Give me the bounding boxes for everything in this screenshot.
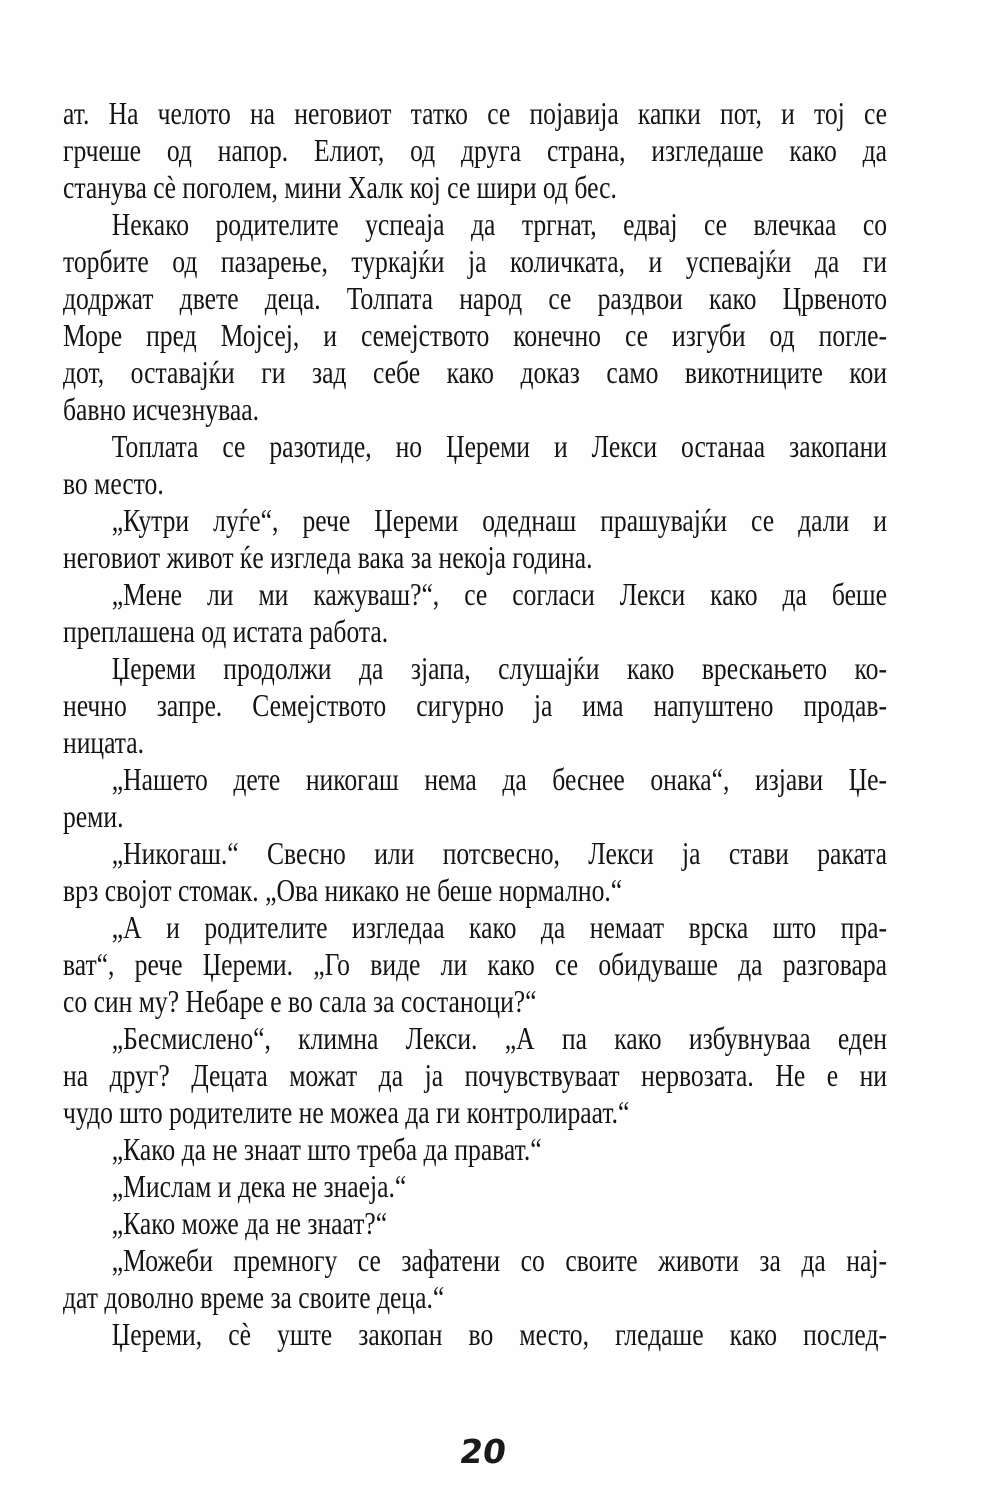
text-line: Море пред Мојсеј, и семејството конечно се изгуби од погле-: [63, 317, 887, 353]
text-line: ват“, рече Џереми. „Го виде ли како се обидуваше да разговара: [63, 946, 887, 982]
paragraph: [63, 206, 887, 428]
paragraph: [63, 428, 887, 502]
text-line: „Никогаш.“ Свесно или потсвесно, Лекси ја стави раката: [111, 835, 887, 871]
text-line: станува сѐ поголем, мини Халк кој се шири од бес.: [63, 169, 617, 205]
paragraph: [63, 909, 887, 1020]
text-line: со син му? Небаре е во сала за состаноци?“: [63, 983, 537, 1019]
text-line: „Нашето дете никогаш нема да беснее онака“, изјави Џе-: [111, 761, 887, 797]
text-line: „Кутри луѓе“, рече Џереми одеднаш прашувајќи се дали и: [111, 502, 887, 538]
text-line: додржат двете деца. Толпата народ се раздвои како Црвеното: [63, 280, 887, 316]
text-line: реми.: [63, 798, 124, 834]
page-number: 20: [457, 1432, 509, 1471]
paragraph: [63, 1242, 887, 1316]
paragraph: [63, 835, 887, 909]
text-line: дат доволно време за своите деца.“: [63, 1279, 445, 1315]
paragraph: [63, 1316, 887, 1353]
paragraph: [63, 95, 887, 206]
text-line: чудо што родителите не можеа да ги контролираат.“: [63, 1094, 630, 1130]
text-line: нечно запре. Семејството сигурно ја има напуштено продав-: [63, 687, 887, 723]
paragraph: [63, 502, 887, 576]
text-line: на друг? Децата можат да ја почувствуваат нервозата. Не е ни: [63, 1057, 887, 1093]
text-line: врз својот стомак. „Ова никако не беше нормално.“: [63, 872, 623, 908]
text-line: „Мислам и дека не знаеја.“: [111, 1168, 407, 1204]
text-line: Некако родителите успеаја да тргнат, едвај се влечкаа со: [111, 206, 887, 242]
text-line: Џереми, сѐ уште закопан во место, гледаше како послед-: [111, 1316, 887, 1352]
text-line: ницата.: [63, 724, 145, 760]
text-line: „Како може да не знаат?“: [111, 1205, 388, 1241]
text-line: во место.: [63, 465, 164, 501]
text-line: „Како да не знаат што треба да прават.“: [111, 1131, 542, 1167]
text-line: преплашена од истата работа.: [63, 613, 389, 649]
paragraph: [63, 1020, 887, 1131]
text-line: дот, оставајќи ги зад себе како доказ само викотниците кои: [63, 354, 887, 390]
text-line: Џереми продолжи да зјапа, слушајќи како врескањето ко-: [111, 650, 887, 686]
text-line: „Можеби премногу се зафатени со своите животи за да нај-: [111, 1242, 887, 1278]
text-line: неговиот живот ќе изгледа вака за некоја година.: [63, 539, 593, 575]
text-line: Топлата се разотиде, но Џереми и Лекси останаа закопани: [111, 428, 887, 464]
text-line: „Бесмислено“, климна Лекси. „А па како избувнуваа еден: [111, 1020, 887, 1056]
paragraph: [63, 650, 887, 761]
paragraph: [63, 761, 887, 835]
text-line: торбите од пазарење, туркајќи ја количката, и успевајќи да ги: [63, 243, 887, 279]
paragraph: [63, 1131, 887, 1168]
text-line: грчеше од напор. Елиот, од друга страна, изгледаше како да: [63, 132, 887, 168]
text-line: бавно исчезнуваа.: [63, 391, 259, 427]
text-line: „Мене ли ми кажуваш?“, се согласи Лекси како да беше: [111, 576, 887, 612]
text-block: [63, 95, 887, 1353]
text-line: ат. На челото на неговиот татко се појавија капки пот, и тој се: [63, 95, 887, 131]
paragraph: [63, 1205, 887, 1242]
text-line: „А и родителите изгледаа како да немаат врска што пра-: [111, 909, 887, 945]
paragraph: [63, 576, 887, 650]
paragraph: [63, 1168, 887, 1205]
